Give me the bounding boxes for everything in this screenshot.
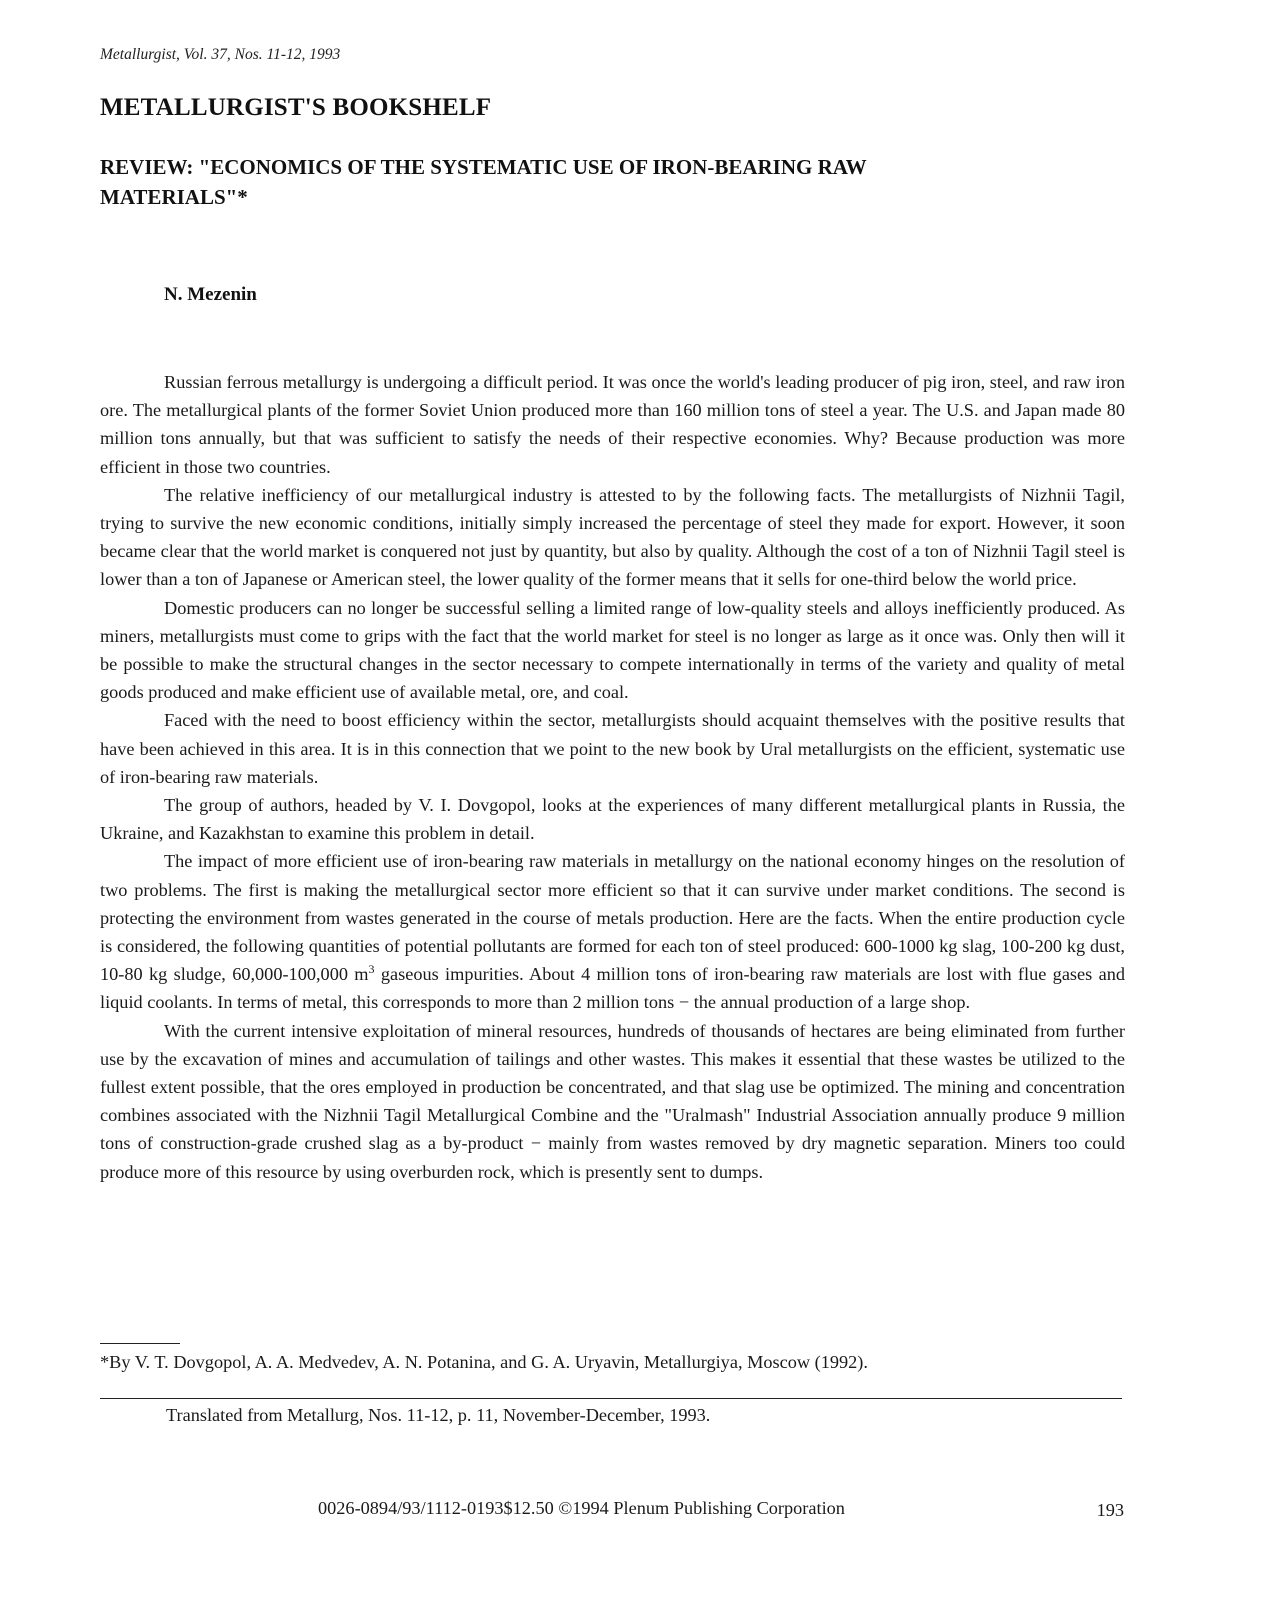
paragraph-6-text-b: gaseous impurities. About 4 million tons of iron-bearing raw materials are lost with flue gases and liquid coolants. In terms of metal, this corresponds to more than 2 million tons − the annual production of a large shop. (100, 964, 1125, 1013)
paragraph-6 (100, 847, 1125, 1016)
paragraph-2: The relative inefficiency of our metallurgical industry is attested to by the following facts. The metallurgists of Nizhnii Tagil, trying to survive the new economic conditions, initially simply increased the percentage of steel they made for export. However, it soon became clear that the world market is conquered not just by quantity, but also by quality. Although the cost of a ton of Nizhnii Tagil steel is lower than a ton of Japanese or American steel, the lower quality of the former means that it sells for one-third below the world price. (100, 484, 1125, 590)
footnote-divider (100, 1343, 180, 1344)
page-number: 193 (1096, 1500, 1124, 1520)
article-title: REVIEW: "ECONOMICS OF THE SYSTEMATIC USE OF IRON-BEARING RAW MATERIALS"* (100, 155, 867, 209)
translation-note: Translated from Metallurg, Nos. 11-12, p. 11, November-December, 1993. (166, 1405, 711, 1425)
paragraph-1: Russian ferrous metallurgy is undergoing a difficult period. It was once the world's leading producer of pig iron, steel, and raw iron ore. The metallurgical plants of the former Soviet Union produced more than 160 million tons of steel a year. The U.S. and Japan made 80 million tons annually, but that was sufficient to satisfy the needs of their respective economies. Why? Because production was more efficient in those two countries. (100, 372, 1125, 477)
superscript-3: 3 (368, 962, 375, 977)
section-title: METALLURGIST'S BOOKSHELF (100, 94, 492, 121)
paragraph-7: With the current intensive exploitation of mineral resources, hundreds of thousands of hectares are being eliminated from further use by the excavation of mines and accumulation of tailings and other wastes. This makes it essential that these wastes be utilized to the fullest extent possible, that the ores employed in production be concentrated, and that slag use be optimized. The mining and concentration combines associated with the Nizhnii Tagil Metallurgical Combine and the "Uralmash" Industrial Association annually produce 9 million tons of construction-grade crushed slag as a by-product − mainly from wastes removed by dry magnetic separation. Miners too could produce more of this resource by using overburden rock, which is presently sent to dumps. (100, 1020, 1125, 1182)
paragraph-4: Faced with the need to boost efficiency within the sector, metallurgists should acquaint themselves with the positive results that have been achieved in this area. It is in this connection that we point to the new book by Ural metallurgists on the efficient, systematic use of iron-bearing raw materials. (100, 710, 1125, 787)
running-head: Metallurgist, Vol. 37, Nos. 11-12, 1993 (100, 46, 341, 63)
author-name: N. Mezenin (164, 284, 257, 305)
translation-divider (100, 1398, 1122, 1399)
paragraph-6-text-a: The impact of more efficient use of iron-bearing raw materials in metallurgy on the national economy hinges on the resolution of two problems. The first is making the metallurgical sector more efficient so that it can survive under market conditions. The second is protecting the environment from wastes generated in the course of metals production. Here are the facts. When the entire production cycle is considered, the following quantities of potential pollutants are formed for each ton of steel produced: 600-1000 kg slag, 100-200 kg dust, 10-80 kg sludge, 60,000-100,000 m (100, 851, 1125, 985)
paragraph-3: Domestic producers can no longer be successful selling a limited range of low-quality steels and alloys inefficiently produced. As miners, metallurgists must come to grips with the fact that the world market for steel is no longer as large as it once was. Only then will it be possible to make the structural changes in the sector necessary to compete internationally in terms of the variety and quality of metal goods produced and make efficient use of available metal, ore, and coal. (100, 597, 1125, 703)
paragraph-5: The group of authors, headed by V. I. Dovgopol, looks at the experiences of many different metallurgical plants in Russia, the Ukraine, and Kazakhstan to examine this problem in detail. (100, 795, 1125, 844)
article-body (100, 368, 1125, 1186)
copyright-line: 0026-0894/93/1112-0193$12.50 ©1994 Plenum Publishing Corporation (318, 1498, 845, 1518)
footnote: *By V. T. Dovgopol, A. A. Medvedev, A. N. Potanina, and G. A. Uryavin, Metallurgiya, Moscow (1992). (100, 1352, 868, 1372)
